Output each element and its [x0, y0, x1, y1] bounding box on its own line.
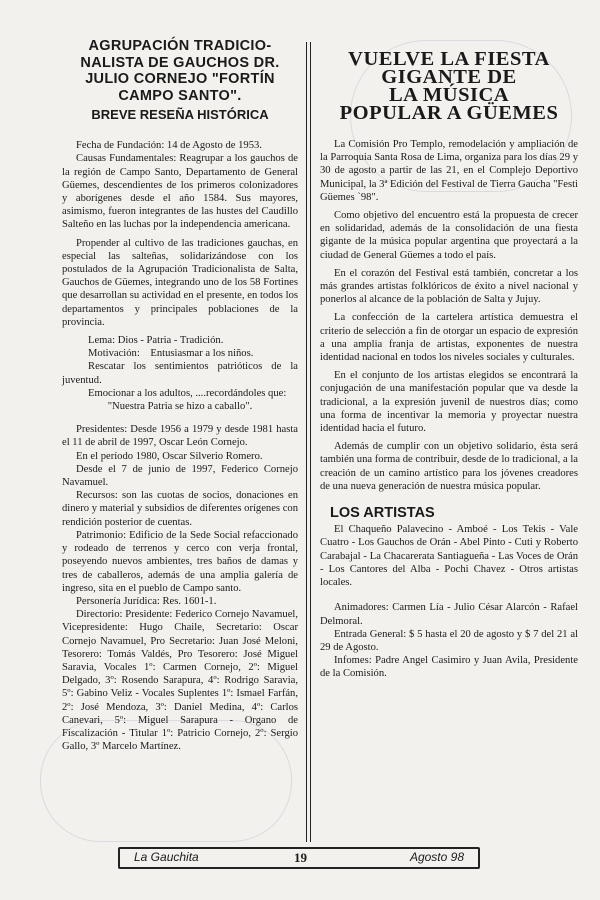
left-article-subtitle: BREVE RESEÑA HISTÓRICA: [91, 107, 269, 122]
issue-date: Agosto 98: [409, 850, 464, 864]
founding-date: Fecha de Fundación: 14 de Agosto de 1953.: [76, 140, 262, 152]
legal-status: Personería Jurídica: Res. 1601-1.: [76, 595, 217, 607]
president-1980: En el período 1980, Oscar Silverio Romero.: [76, 450, 263, 462]
purpose-paragraph: Propender al cultivo de las tradiciones gauchas, en especial las salteñas, solidarizándose con los postulados de la Agrupación Tradicionalista de Salta, Gauchos de Güemes, integrando uno de los 58 Fortines que desarrollan su actividad en el presente, en todos los departamentos y principales poblaciones de la provincia.: [62, 237, 298, 328]
resources: Recursos: son las cuotas de socios, donaciones en dinero y material y subsidios de diferentes orígenes con rendición posterior de cuentas.: [62, 490, 298, 528]
motivation-youth: Rescatar los sentimientos patrióticos de la juventud.: [62, 361, 298, 386]
hosts: Animadores: Carmen Lía - Julio César Alarcón - Rafael Delmoral.: [320, 602, 578, 627]
festival-lineup: La confección de la cartelera artística demuestra el criterio de selección a fin de otorgar un espacio de expresión a una amplia franja de artistas, exponentes de nuestra identidad nacional en todos los niveles sociales y culturales.: [320, 312, 578, 364]
title-line: VUELVE LA FIESTA: [348, 48, 550, 70]
right-article-title: [320, 50, 578, 122]
festival-artists-selection: En el conjunto de los artistas elegidos se encontrará la conjugación de una manifestación popular que va desde la tradicional, a la expresión juvenil de nuestros días; como una forma de incentivar la memoria y proyectar nuestra identidad hacia el futuro.: [320, 370, 578, 435]
left-article-title: AGRUPACIÓN TRADICIO-NALISTA DE GAUCHOS DR. JULIO CORNEJO "FORTÍN CAMPO SANTO".: [80, 38, 280, 104]
president-1997: Desde el 7 de junio de 1997, Federico Cornejo Navamuel.: [62, 463, 298, 489]
patrimony: Patrimonio: Edificio de la Sede Social refaccionado y rodeado de terrenos y cerco con verja frontal, poseyendo nuevos ambientes, tres baños de damas y tres de caballeros, además de una amplia galería de ingreso, sita en el pueblo de Campo santo.: [62, 529, 298, 594]
left-article: [62, 38, 298, 753]
column-divider: [306, 42, 311, 842]
motivation-quote: "Nuestra Patria se hizo a caballo".: [107, 401, 253, 413]
motto: Lema: Dios - Patria - Tradición.: [88, 335, 224, 347]
publication-name: La Gauchita: [134, 850, 199, 864]
title-line: GIGANTE DE: [381, 66, 517, 88]
presidents: Presidentes: Desde 1956 a 1979 y desde 1981 hasta el 11 de abril de 1997, Oscar León Cornejo.: [62, 424, 298, 449]
festival-intro: La Comisión Pro Templo, remodelación y ampliación de la Parroquia Santa Rosa de Lima, organiza para los días 29 y 30 de agosto a partir de las 21, en el Complejo Deportivo Municipal, la 3ª Edición del Festival de Tierra Gaucha "Festi Güemes `98".: [320, 139, 578, 203]
festival-solidarity: Además de cumplir con un objetivo solidario, ésta será también una forma de contribuir, desde de lo tradicional, a la creación de un camino artístico para los jóvenes creadores de una nueva generación de nuestra música popular.: [320, 441, 578, 492]
artists-heading: LOS ARTISTAS: [330, 505, 435, 522]
page-number: 19: [294, 850, 307, 865]
artists-list: El Chaqueño Palavecino - Amboé - Los Tekis - Vale Cuatro - Los Gauchos de Orán - Abel Pinto - Cuti y Roberto Carabajal - La Chacarerata Santiagueña - Las Voces de Orán - Los Cantores del Alba - Pochi Chavez - Otros artistas locales.: [320, 524, 578, 589]
title-line: LA MÚSICA: [388, 84, 510, 106]
page-footer: [118, 847, 480, 869]
entry-price: Entrada General: $ 5 hasta el 20 de agosto y $ 7 del 21 al 29 de Agosto.: [320, 628, 578, 653]
title-line: POPULAR A GÜEMES: [339, 102, 559, 124]
motivation-adults: Emocionar a los adultos, ....recordándoles que:: [88, 387, 287, 399]
festival-objective: Como objetivo del encuentro está la propuesta de crecer en solidaridad, además de la consolidación de una fiesta gigante de la música popular argentina que proyectará a la ciudad de General Güemes a todo el país.: [320, 210, 578, 261]
info-contact: Infomes: Padre Angel Casimiro y Juan Avila, Presidente de la Comisión.: [320, 655, 578, 680]
motivation: Motivación: Entusiasmar a los niños.: [88, 348, 254, 360]
festival-heart: En el corazón del Festival está también, concretar a los más grandes artistas folklóricos de éxito a nivel nacional y ponerlos al alcance de la población de Salta y Jujuy.: [320, 267, 578, 306]
right-article: [320, 38, 578, 681]
board-of-directors: Directorio: Presidente: Federico Cornejo Navamuel, Vicepresidente: Hugo Chaile, Secretario: Oscar Cornejo Navamuel, Pro Secretario: Juan José Meloni, Tesorero: Tomás Valdés, Pro Tesorero: José Miguel Saravia, Vocales 1º: Carmen Cornejo, 2º: Miguel Delgado, 3º: Rosendo Sarapura, 4º: Rodrigo Saravia, 5º: Gabino Veliz - Vocales Suplentes 1º: Ismael Farfán, 2º: José Mendoza, 3º: Daniel Medina, 4º: Carlos Canevari, 5º: Miguel Sarapura - Organo de Fiscalización - Titular 1º: Patricio Cornejo, 2º: Sergio Gallo, 3º Marcelo Martínez.: [62, 609, 298, 753]
founding-causes: Causas Fundamentales: Reagrupar a los gauchos de la región de Campo Santo, Departamento de General Güemes, descendientes de los primeros colonizadores y aborígenes desde el año 1584. Sus mayores, asimismo, fueron integrantes de las hustes del Caudillo Salteño en las luchas por la independencia americana.: [62, 153, 298, 231]
